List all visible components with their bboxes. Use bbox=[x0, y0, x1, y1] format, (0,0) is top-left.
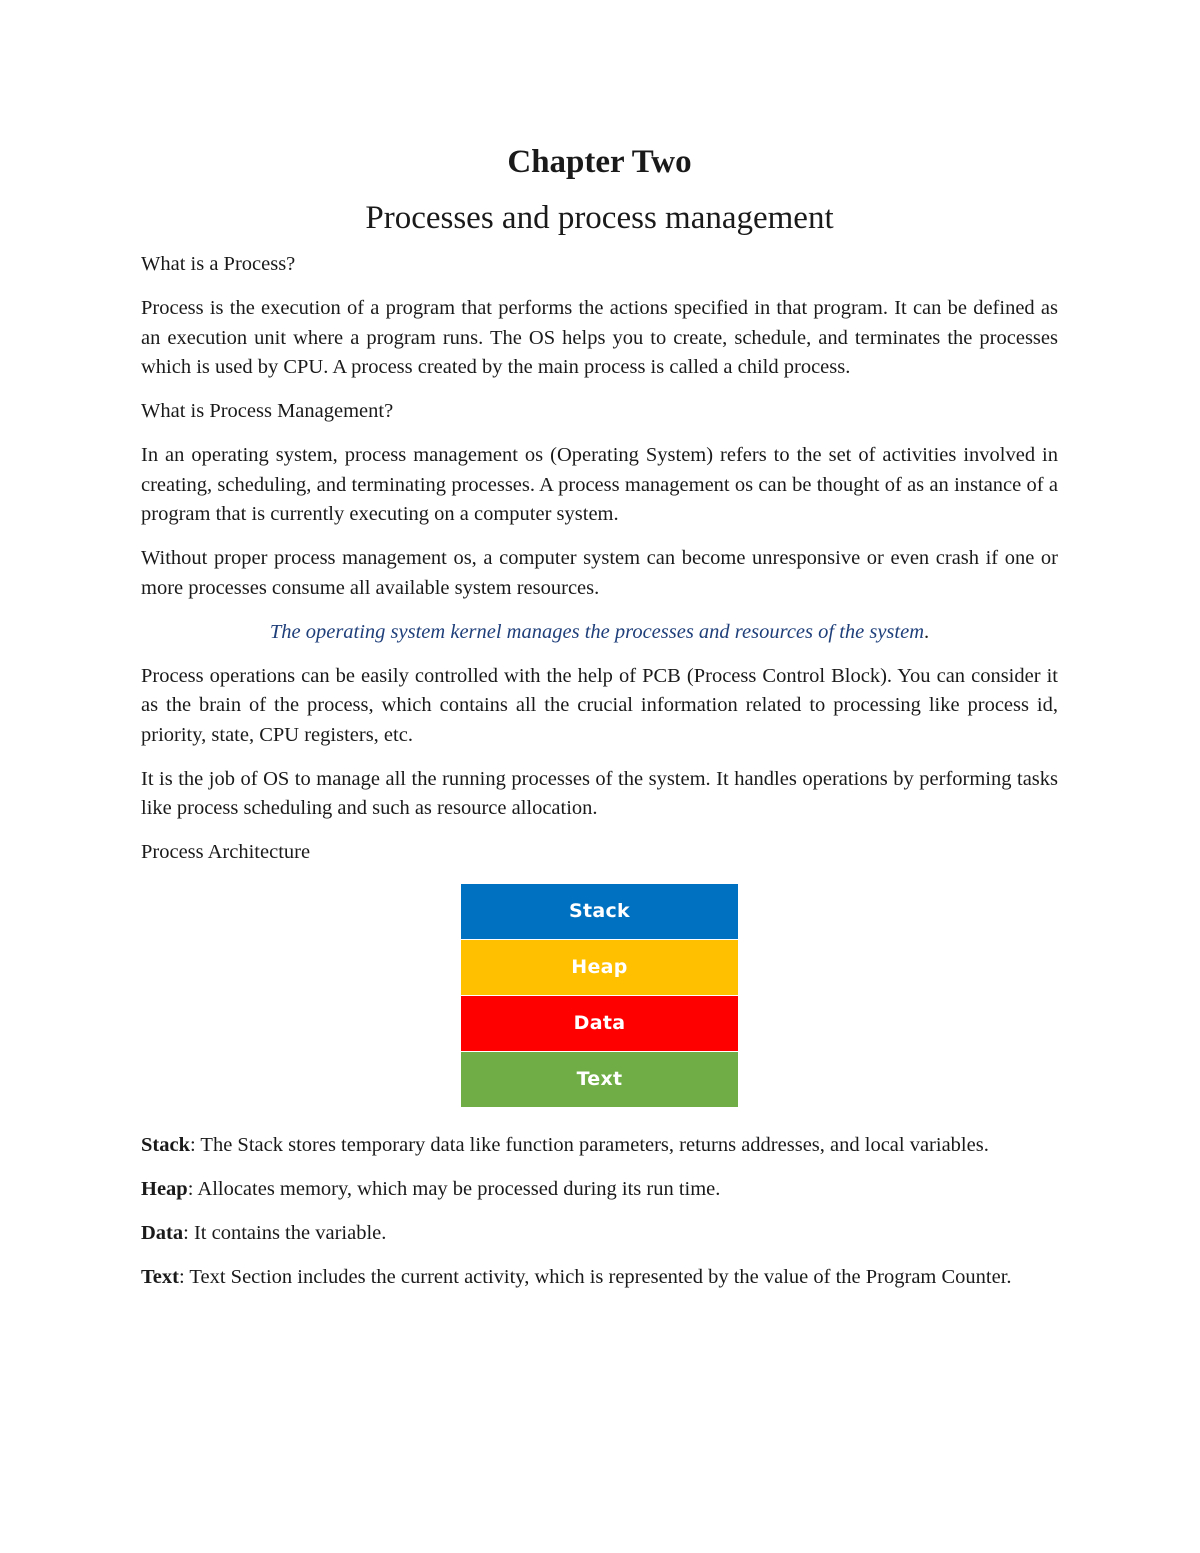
definition-term: Heap bbox=[141, 1177, 188, 1200]
highlight-quote bbox=[141, 618, 1058, 648]
diagram-segment-stack: Stack bbox=[461, 884, 738, 939]
definition-stack bbox=[141, 1131, 1058, 1161]
definition-term: Stack bbox=[141, 1133, 190, 1156]
quote-period: . bbox=[924, 620, 930, 643]
question-what-is-process: What is a Process? bbox=[141, 253, 296, 275]
diagram-segment-heap: Heap bbox=[461, 939, 738, 995]
diagram-segment-data: Data bbox=[461, 995, 738, 1051]
definition-data bbox=[141, 1219, 1058, 1249]
paragraph-process-management: In an operating system, process management os (Operating System) refers to the set of activities involved in creating, scheduling, and terminating processes. A process management os can be thought of as an instance of a program that is currently executing on a computer system. bbox=[141, 444, 1058, 525]
diagram-segment-text: Text bbox=[461, 1051, 738, 1107]
document-page bbox=[141, 140, 1058, 1307]
definition-text: : The Stack stores temporary data like function parameters, returns addresses, and local variables. bbox=[189, 1133, 989, 1156]
heading-process-architecture: Process Architecture bbox=[141, 841, 311, 863]
definition-text: : It contains the variable. bbox=[183, 1221, 387, 1244]
chapter-title: Chapter Two bbox=[507, 144, 692, 180]
definition-text: : Text Section includes the current activity, which is represented by the value of the Program Counter. bbox=[178, 1265, 1012, 1288]
definition-term: Text bbox=[141, 1265, 179, 1288]
definition-term: Data bbox=[141, 1221, 184, 1244]
document-subtitle: Processes and process management bbox=[365, 200, 834, 236]
definition-text: : Allocates memory, which may be processed during its run time. bbox=[187, 1177, 721, 1200]
question-what-is-process-management: What is Process Management? bbox=[141, 400, 394, 422]
definition-heap bbox=[141, 1175, 1058, 1205]
process-architecture-diagram bbox=[461, 884, 738, 1107]
paragraph-without-management: Without proper process management os, a computer system can become unresponsive or even crash if one or more processes consume all available system resources. bbox=[141, 547, 1058, 599]
paragraph-pcb: Process operations can be easily controlled with the help of PCB (Process Control Block). You can consider it as the brain of the process, which contains all the crucial information related to processing like process id, priority, state, CPU registers, etc. bbox=[141, 664, 1058, 746]
paragraph-process-definition: Process is the execution of a program that performs the actions specified in that program. It can be defined as an execution unit where a program runs. The OS helps you to create, schedule, and terminates the processes which is used by CPU. A process created by the main process is called a child process. bbox=[141, 297, 1058, 378]
definition-text-section bbox=[141, 1263, 1058, 1293]
paragraph-os-job: It is the job of OS to manage all the running processes of the system. It handles operations by performing tasks like process scheduling and such as resource allocation. bbox=[141, 767, 1058, 819]
quote-text: The operating system kernel manages the processes and resources of the system bbox=[269, 620, 925, 643]
